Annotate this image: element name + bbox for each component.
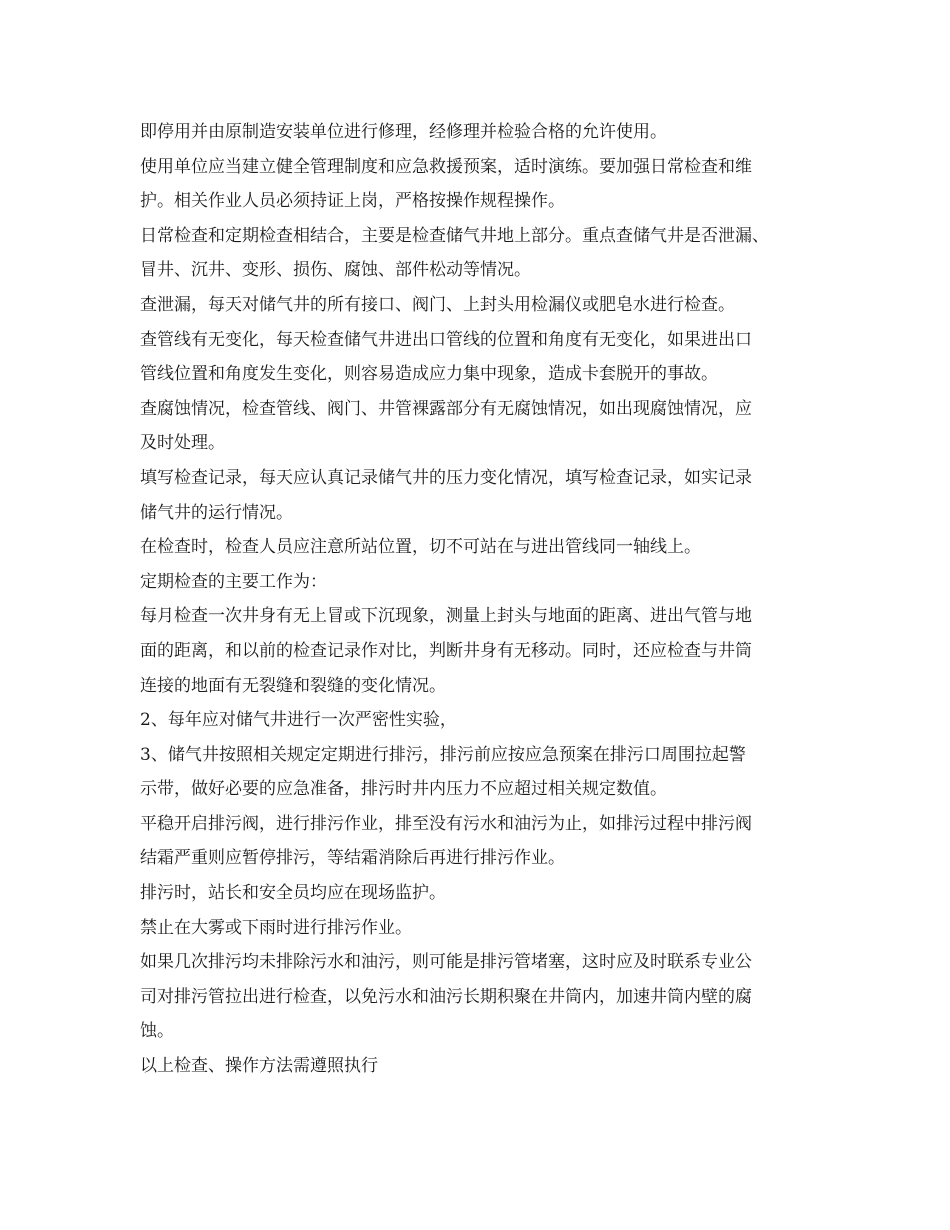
text-line: 在检查时，检查人员应注意所站位置，切不可站在与进出管线同一轴线上。 bbox=[140, 537, 701, 558]
text-line: 冒井、沉井、变形、损伤、腐蚀、部件松动等情况。 bbox=[140, 260, 531, 281]
text-line: 查泄漏，每天对储气井的所有接口、阀门、上封头用检漏仪或肥皂水进行检查。 bbox=[140, 294, 735, 315]
text-line: 平稳开启排污阀，进行排污作业，排至没有污水和油污为止，如排污过程中排污阀 bbox=[140, 813, 752, 834]
text-line: 护。相关作业人员必须持证上岗，严格按操作规程操作。 bbox=[140, 191, 565, 212]
text-line: 3、储气井按照相关规定定期进行排污，排污前应按应急预案在排污口周围拉起警 bbox=[140, 744, 746, 765]
document-body bbox=[140, 115, 830, 1084]
text-line: 面的距离，和以前的检查记录作对比，判断井身有无移动。同时，还应检查与井筒 bbox=[140, 640, 752, 661]
text-line: 每月检查一次井身有无上冒或下沉现象，测量上封头与地面的距离、进出气管与地 bbox=[140, 606, 752, 627]
text-line: 2、每年应对储气井进行一次严密性实验， bbox=[140, 710, 457, 731]
text-line: 排污时，站长和安全员均应在现场监护。 bbox=[140, 883, 446, 904]
text-line: 蚀。 bbox=[140, 1021, 174, 1042]
text-line: 结霜严重则应暂停排污，等结霜消除后再进行排污作业。 bbox=[140, 848, 565, 869]
text-line: 使用单位应当建立健全管理制度和应急救援预案，适时演练。要加强日常检查和维 bbox=[140, 156, 752, 177]
text-line: 查管线有无变化，每天检查储气井进出口管线的位置和角度有无变化，如果进出口 bbox=[140, 329, 752, 350]
text-line: 禁止在大雾或下雨时进行排污作业。 bbox=[140, 917, 412, 938]
text-line: 储气井的运行情况。 bbox=[140, 502, 293, 523]
text-line: 填写检查记录，每天应认真记录储气井的压力变化情况，填写检查记录，如实记录 bbox=[140, 467, 752, 488]
text-line: 及时处理。 bbox=[140, 433, 225, 454]
text-line: 定期检查的主要工作为： bbox=[140, 571, 327, 592]
text-line: 连接的地面有无裂缝和裂缝的变化情况。 bbox=[140, 675, 446, 696]
text-line: 即停用并由原制造安装单位进行修理，经修理并检验合格的允许使用。 bbox=[140, 122, 667, 142]
text-line: 以上检查、操作方法需遵照执行 bbox=[140, 1056, 378, 1077]
text-line: 查腐蚀情况，检查管线、阀门、井管裸露部分有无腐蚀情况，如出现腐蚀情况，应 bbox=[140, 398, 752, 419]
text-line: 日常检查和定期检查相结合，主要是检查储气井地上部分。重点查储气井是否泄漏、 bbox=[140, 225, 769, 246]
text-line: 如果几次排污均未排除污水和油污，则可能是排污管堵塞，这时应及时联系专业公 bbox=[140, 952, 752, 973]
text-line: 管线位置和角度发生变化，则容易造成应力集中现象，造成卡套脱开的事故。 bbox=[140, 364, 718, 385]
text-line: 示带，做好必要的应急准备，排污时井内压力不应超过相关规定数值。 bbox=[140, 779, 667, 800]
text-line: 司对排污管拉出进行检查，以免污水和油污长期积聚在井筒内，加速井筒内壁的腐 bbox=[140, 986, 752, 1007]
